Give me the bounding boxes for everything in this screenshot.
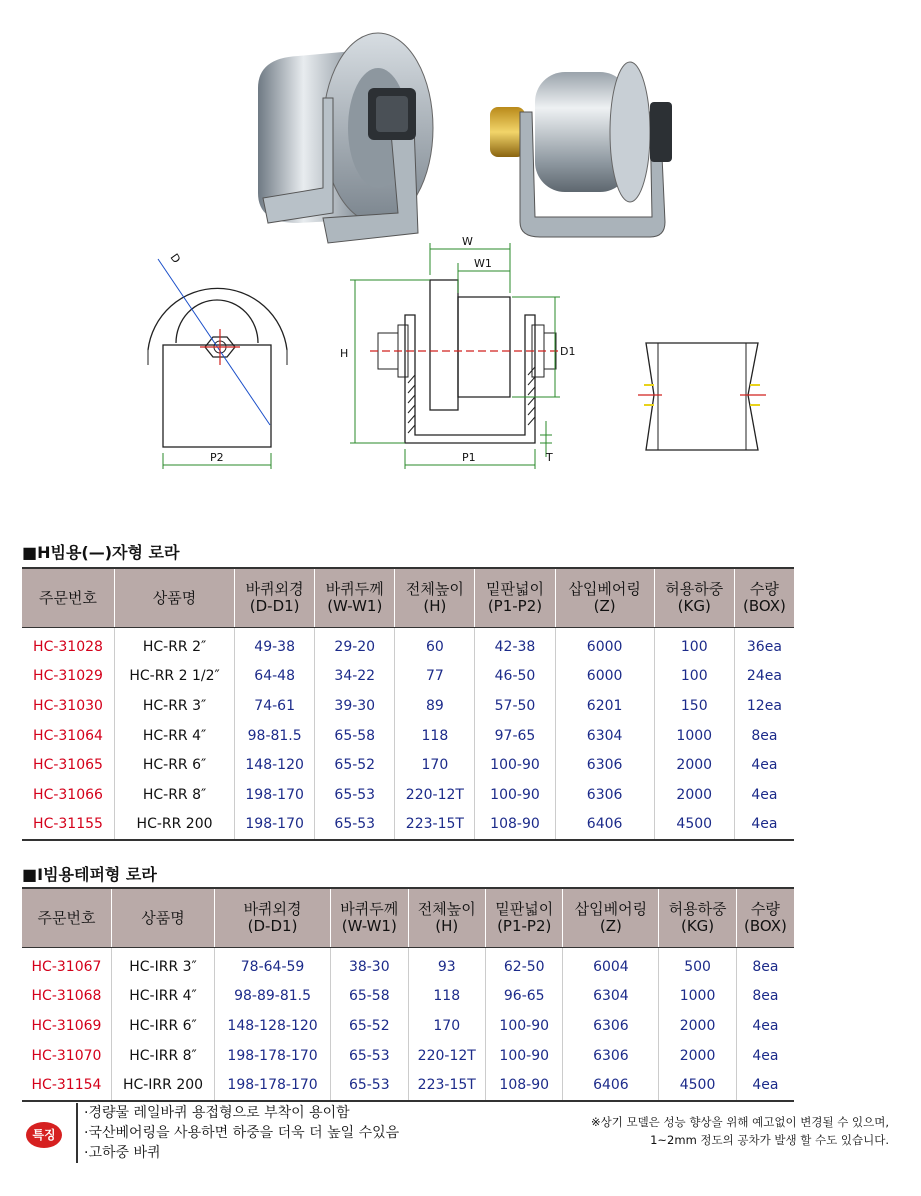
table-row [22,1011,794,1041]
spec-cell: 108-90 [475,810,555,841]
spec-cell: 220-12T [408,1041,485,1071]
product-name-cell: HC-RR 8″ [115,780,235,810]
order-number-cell: HC-31064 [33,727,103,744]
product-name-cell: HC-RR 4″ [115,721,235,751]
front-section-drawing [340,235,575,469]
spec-cell: 2000 [659,1011,736,1041]
column-header: 허용하중 (KG) [654,568,734,628]
table-row [22,1070,794,1101]
spec-cell: 65-58 [331,982,408,1012]
column-header: 밑판넓이 (P1-P2) [485,888,562,948]
order-number-cell: HC-31029 [33,668,103,685]
order-number-cell: HC-31065 [33,757,103,774]
spec-cell: 220-12T [395,780,475,810]
spec-cell: 4ea [736,1041,794,1071]
section-title-h-beam: ■H빔용(—)자형 로라 [22,543,180,562]
spec-cell: 6406 [555,810,654,841]
spec-cell: 97-65 [475,721,555,751]
spec-cell: 6004 [563,948,659,982]
order-number-cell: HC-31154 [22,1070,111,1101]
column-header: 상품명 [111,888,214,948]
spec-cell: 6406 [563,1070,659,1101]
table-row [22,982,794,1012]
label-d1: D1 [560,345,576,358]
spec-cell: 96-65 [485,982,562,1012]
spec-cell: 4500 [654,810,734,841]
spec-cell: 6304 [563,982,659,1012]
spec-cell: 36ea [734,628,794,662]
spec-cell: 64-48 [235,662,315,692]
spec-cell: 2000 [654,750,734,780]
product-name-cell: HC-RR 200 [115,810,235,841]
table-row [22,810,794,841]
spec-cell: 100-90 [475,750,555,780]
spec-cell: 62-50 [485,948,562,982]
spec-cell: 170 [408,1011,485,1041]
spec-cell: 148-120 [235,750,315,780]
spec-cell: 39-30 [315,691,395,721]
spec-cell: 34-22 [315,662,395,692]
order-number-cell: HC-31067 [31,958,102,975]
column-header: 삽입베어링 (Z) [555,568,654,628]
label-d: D [167,251,184,266]
column-header: 주문번호 [22,568,115,628]
spec-cell: 198-170 [235,780,315,810]
product-photo-tapered-roller [480,52,680,242]
spec-cell: 57-50 [475,691,555,721]
product-photo-flat-roller [238,18,438,248]
order-number-cell: HC-31068 [31,988,102,1005]
table-row [22,628,794,662]
product-name-cell: HC-IRR 8″ [111,1041,214,1071]
spec-cell: 100 [654,662,734,692]
side-view-drawing [148,251,287,469]
order-number-cell: HC-31030 [33,697,103,714]
table-header-row [22,568,794,628]
spec-cell: 2000 [654,780,734,810]
table-row [22,721,794,751]
spec-cell: 118 [395,721,475,751]
feature-badge: 특징 [26,1122,62,1148]
spec-cell: 100 [654,628,734,662]
disclaimer-note [591,1113,889,1149]
product-name-cell: HC-RR 6″ [115,750,235,780]
column-header: 상품명 [115,568,235,628]
spec-cell: 223-15T [395,810,475,841]
spec-cell: 100-90 [475,780,555,810]
technical-drawing [140,225,800,485]
label-h: H [340,347,349,360]
spec-cell: 78-64-59 [215,948,331,982]
spec-cell: 500 [659,948,736,982]
label-p2: P2 [210,451,224,464]
column-header: 수량 (BOX) [736,888,794,948]
product-name-cell: HC-IRR 6″ [111,1011,214,1041]
spec-cell: 42-38 [475,628,555,662]
spec-cell: 24ea [734,662,794,692]
spec-cell: 98-81.5 [235,721,315,751]
spec-cell: 4500 [659,1070,736,1101]
order-number-cell: HC-31155 [22,810,115,841]
column-header: 전체높이 (H) [408,888,485,948]
order-number-cell: HC-31066 [33,786,103,803]
spec-cell: 6306 [555,750,654,780]
spec-cell: 108-90 [485,1070,562,1101]
product-name-cell: HC-IRR 4″ [111,982,214,1012]
column-header: 수량 (BOX) [734,568,794,628]
feature-item: ·국산베어링을 사용하면 하중을 더욱 더 높일 수있음 [84,1125,400,1141]
label-t: T [546,451,553,464]
column-header: 바퀴외경 (D-D1) [235,568,315,628]
wheel-profile-drawing [638,343,766,450]
label-w1: W1 [474,257,492,270]
table-row [22,1041,794,1071]
product-name-cell: HC-IRR 3″ [111,948,214,982]
spec-cell: 6306 [555,780,654,810]
spec-cell: 65-53 [331,1041,408,1071]
section-title-i-beam: ■I빔용테퍼형 로라 [22,865,157,884]
table-header-row [22,888,794,948]
spec-cell: 65-53 [315,810,395,841]
spec-table-h-beam [22,567,794,841]
order-number-cell: HC-31028 [33,638,103,655]
spec-cell: 198-170 [235,810,315,841]
spec-cell: 60 [395,628,475,662]
spec-cell: 6201 [555,691,654,721]
spec-cell: 8ea [736,982,794,1012]
table-row [22,780,794,810]
spec-cell: 1000 [654,721,734,751]
spec-cell: 12ea [734,691,794,721]
spec-cell: 98-89-81.5 [215,982,331,1012]
spec-cell: 1000 [659,982,736,1012]
spec-cell: 4ea [734,750,794,780]
spec-cell: 29-20 [315,628,395,662]
spec-cell: 118 [408,982,485,1012]
spec-cell: 6304 [555,721,654,751]
label-p1: P1 [462,451,476,464]
spec-cell: 2000 [659,1041,736,1071]
spec-cell: 8ea [736,948,794,982]
note-line: 1~2mm 정도의 공차가 발생 할 수도 있습니다. [650,1133,889,1147]
spec-cell: 49-38 [235,628,315,662]
spec-cell: 4ea [736,1011,794,1041]
spec-cell: 65-53 [315,780,395,810]
spec-cell: 148-128-120 [215,1011,331,1041]
spec-cell: 65-52 [331,1011,408,1041]
table-row [22,691,794,721]
spec-cell: 65-58 [315,721,395,751]
spec-cell: 77 [395,662,475,692]
spec-cell: 150 [654,691,734,721]
column-header: 전체높이 (H) [395,568,475,628]
spec-cell: 4ea [736,1070,794,1101]
spec-cell: 223-15T [408,1070,485,1101]
product-name-cell: HC-RR 2 1/2″ [115,662,235,692]
feature-list [76,1103,399,1163]
table-row [22,948,794,982]
spec-cell: 100-90 [485,1041,562,1071]
feature-item: ·고하중 바퀴 [84,1145,161,1161]
spec-cell: 4ea [734,810,794,841]
spec-cell: 46-50 [475,662,555,692]
column-header: 삽입베어링 (Z) [563,888,659,948]
spec-cell: 100-90 [485,1011,562,1041]
spec-cell: 65-52 [315,750,395,780]
spec-cell: 6306 [563,1041,659,1071]
table-row [22,662,794,692]
spec-cell: 38-30 [331,948,408,982]
spec-cell: 93 [408,948,485,982]
column-header: 밑판넓이 (P1-P2) [475,568,555,628]
column-header: 바퀴두께 (W-W1) [331,888,408,948]
spec-cell: 8ea [734,721,794,751]
spec-table-i-beam [22,887,794,1102]
table-row [22,750,794,780]
column-header: 바퀴외경 (D-D1) [215,888,331,948]
order-number-cell: HC-31069 [31,1017,102,1034]
spec-cell: 65-53 [331,1070,408,1101]
feature-item: ·경량물 레일바퀴 용접형으로 부착이 용이함 [84,1105,350,1121]
spec-cell: 6306 [563,1011,659,1041]
spec-cell: 6000 [555,628,654,662]
spec-cell: 4ea [734,780,794,810]
label-w: W [462,235,473,248]
spec-cell: 89 [395,691,475,721]
column-header: 바퀴두께 (W-W1) [315,568,395,628]
spec-cell: 198-178-170 [215,1070,331,1101]
product-name-cell: HC-RR 2″ [115,628,235,662]
product-name-cell: HC-RR 3″ [115,691,235,721]
order-number-cell: HC-31070 [31,1047,102,1064]
note-line: ※상기 모델은 성능 향상을 위해 예고없이 변경될 수 있으며, [590,1115,889,1129]
spec-cell: 170 [395,750,475,780]
column-header: 주문번호 [22,888,111,948]
product-name-cell: HC-IRR 200 [111,1070,214,1101]
spec-cell: 198-178-170 [215,1041,331,1071]
column-header: 허용하중 (KG) [659,888,736,948]
spec-cell: 6000 [555,662,654,692]
spec-cell: 74-61 [235,691,315,721]
